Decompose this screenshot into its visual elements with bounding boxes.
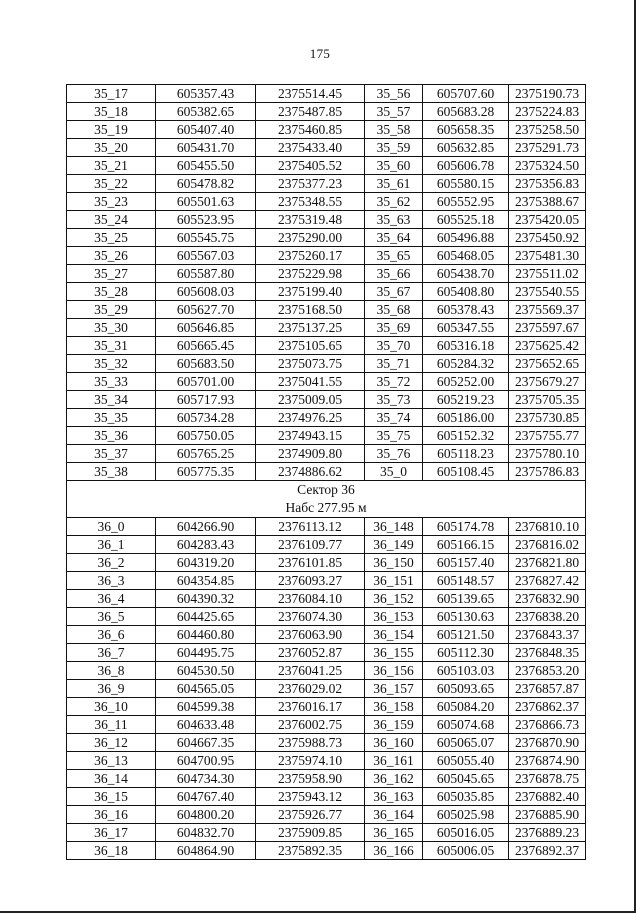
- point-id-cell: 35_21: [67, 157, 156, 175]
- point-id-cell: 36_1: [67, 536, 156, 554]
- y-coordinate-cell: 2375958.90: [256, 770, 365, 788]
- table-row: [67, 716, 586, 734]
- point-id-cell: 36_8: [67, 662, 156, 680]
- y-coordinate-cell: 2376016.17: [256, 698, 365, 716]
- point-id-cell: 35_27: [67, 265, 156, 283]
- y-coordinate-cell: 2375229.98: [256, 265, 365, 283]
- x-coordinate-cell: 604354.85: [156, 572, 256, 590]
- x-coordinate-cell: 605407.40: [156, 121, 256, 139]
- y-coordinate-cell: 2376866.73: [509, 716, 586, 734]
- x-coordinate-cell: 605632.85: [423, 139, 509, 157]
- y-coordinate-cell: 2375258.50: [509, 121, 586, 139]
- point-id-cell: 35_73: [365, 391, 423, 409]
- point-id-cell: 35_76: [365, 445, 423, 463]
- table-row: [67, 770, 586, 788]
- x-coordinate-cell: 605065.07: [423, 734, 509, 752]
- point-id-cell: 35_66: [365, 265, 423, 283]
- point-id-cell: 35_74: [365, 409, 423, 427]
- point-id-cell: 35_64: [365, 229, 423, 247]
- y-coordinate-cell: 2375260.17: [256, 247, 365, 265]
- point-id-cell: 36_154: [365, 626, 423, 644]
- y-coordinate-cell: 2376821.80: [509, 554, 586, 572]
- coordinates-table: [66, 84, 586, 860]
- y-coordinate-cell: 2376052.87: [256, 644, 365, 662]
- x-coordinate-cell: 605765.25: [156, 445, 256, 463]
- y-coordinate-cell: 2375041.55: [256, 373, 365, 391]
- table-row: [67, 608, 586, 626]
- y-coordinate-cell: 2374943.15: [256, 427, 365, 445]
- y-coordinate-cell: 2375168.50: [256, 301, 365, 319]
- point-id-cell: 35_26: [67, 247, 156, 265]
- y-coordinate-cell: 2375625.42: [509, 337, 586, 355]
- x-coordinate-cell: 605112.30: [423, 644, 509, 662]
- point-id-cell: 35_20: [67, 139, 156, 157]
- x-coordinate-cell: 605478.82: [156, 175, 256, 193]
- y-coordinate-cell: 2375786.83: [509, 463, 586, 481]
- x-coordinate-cell: 605775.35: [156, 463, 256, 481]
- x-coordinate-cell: 605045.65: [423, 770, 509, 788]
- y-coordinate-cell: 2376113.12: [256, 518, 365, 536]
- y-coordinate-cell: 2376862.37: [509, 698, 586, 716]
- x-coordinate-cell: 605157.40: [423, 554, 509, 572]
- point-id-cell: 36_159: [365, 716, 423, 734]
- point-id-cell: 35_75: [365, 427, 423, 445]
- y-coordinate-cell: 2375105.65: [256, 337, 365, 355]
- y-coordinate-cell: 2376816.02: [509, 536, 586, 554]
- point-id-cell: 35_0: [365, 463, 423, 481]
- x-coordinate-cell: 604667.35: [156, 734, 256, 752]
- y-coordinate-cell: 2375780.10: [509, 445, 586, 463]
- point-id-cell: 35_65: [365, 247, 423, 265]
- table-row: [67, 662, 586, 680]
- table-row: [67, 554, 586, 572]
- table-row: [67, 824, 586, 842]
- table-row: [67, 734, 586, 752]
- point-id-cell: 36_18: [67, 842, 156, 860]
- x-coordinate-cell: 605707.60: [423, 85, 509, 103]
- y-coordinate-cell: 2375356.83: [509, 175, 586, 193]
- x-coordinate-cell: 604832.70: [156, 824, 256, 842]
- table-row: [67, 427, 586, 445]
- table-row: [67, 121, 586, 139]
- point-id-cell: 35_37: [67, 445, 156, 463]
- x-coordinate-cell: 605139.65: [423, 590, 509, 608]
- y-coordinate-cell: 2374886.62: [256, 463, 365, 481]
- x-coordinate-cell: 604800.20: [156, 806, 256, 824]
- x-coordinate-cell: 604700.95: [156, 752, 256, 770]
- point-id-cell: 36_162: [365, 770, 423, 788]
- x-coordinate-cell: 605025.98: [423, 806, 509, 824]
- point-id-cell: 35_29: [67, 301, 156, 319]
- x-coordinate-cell: 605606.78: [423, 157, 509, 175]
- x-coordinate-cell: 605455.50: [156, 157, 256, 175]
- point-id-cell: 35_61: [365, 175, 423, 193]
- point-id-cell: 36_14: [67, 770, 156, 788]
- y-coordinate-cell: 2376832.90: [509, 590, 586, 608]
- y-coordinate-cell: 2375433.40: [256, 139, 365, 157]
- sector-35-rows: [67, 85, 586, 481]
- point-id-cell: 35_69: [365, 319, 423, 337]
- point-id-cell: 36_11: [67, 716, 156, 734]
- x-coordinate-cell: 605016.05: [423, 824, 509, 842]
- table-row: [67, 337, 586, 355]
- point-id-cell: 35_28: [67, 283, 156, 301]
- point-id-cell: 36_0: [67, 518, 156, 536]
- x-coordinate-cell: 605438.70: [423, 265, 509, 283]
- x-coordinate-cell: 605734.28: [156, 409, 256, 427]
- table-row: [67, 626, 586, 644]
- y-coordinate-cell: 2376878.75: [509, 770, 586, 788]
- y-coordinate-cell: 2375988.73: [256, 734, 365, 752]
- y-coordinate-cell: 2375514.45: [256, 85, 365, 103]
- x-coordinate-cell: 605152.32: [423, 427, 509, 445]
- y-coordinate-cell: 2375009.05: [256, 391, 365, 409]
- x-coordinate-cell: 605627.70: [156, 301, 256, 319]
- table-row: [67, 247, 586, 265]
- point-id-cell: 35_59: [365, 139, 423, 157]
- point-id-cell: 36_6: [67, 626, 156, 644]
- x-coordinate-cell: 605118.23: [423, 445, 509, 463]
- y-coordinate-cell: 2375199.40: [256, 283, 365, 301]
- y-coordinate-cell: 2376848.35: [509, 644, 586, 662]
- point-id-cell: 36_4: [67, 590, 156, 608]
- table-row: [67, 806, 586, 824]
- y-coordinate-cell: 2376885.90: [509, 806, 586, 824]
- x-coordinate-cell: 605646.85: [156, 319, 256, 337]
- table-row: [67, 644, 586, 662]
- y-coordinate-cell: 2376838.20: [509, 608, 586, 626]
- x-coordinate-cell: 605166.15: [423, 536, 509, 554]
- y-coordinate-cell: 2375405.52: [256, 157, 365, 175]
- point-id-cell: 35_25: [67, 229, 156, 247]
- point-id-cell: 36_13: [67, 752, 156, 770]
- y-coordinate-cell: 2376041.25: [256, 662, 365, 680]
- point-id-cell: 36_155: [365, 644, 423, 662]
- x-coordinate-cell: 605219.23: [423, 391, 509, 409]
- x-coordinate-cell: 605357.43: [156, 85, 256, 103]
- table-row: [67, 788, 586, 806]
- x-coordinate-cell: 605186.00: [423, 409, 509, 427]
- y-coordinate-cell: 2375324.50: [509, 157, 586, 175]
- table-row: [67, 842, 586, 860]
- point-id-cell: 35_17: [67, 85, 156, 103]
- y-coordinate-cell: 2376827.42: [509, 572, 586, 590]
- y-coordinate-cell: 2375190.73: [509, 85, 586, 103]
- point-id-cell: 35_68: [365, 301, 423, 319]
- table-row: [67, 445, 586, 463]
- x-coordinate-cell: 604767.40: [156, 788, 256, 806]
- y-coordinate-cell: 2375290.00: [256, 229, 365, 247]
- table-row: [67, 680, 586, 698]
- point-id-cell: 35_72: [365, 373, 423, 391]
- table-row: [67, 698, 586, 716]
- x-coordinate-cell: 604425.65: [156, 608, 256, 626]
- x-coordinate-cell: 604460.80: [156, 626, 256, 644]
- x-coordinate-cell: 605701.00: [156, 373, 256, 391]
- point-id-cell: 35_57: [365, 103, 423, 121]
- sector-heading-cell: [67, 481, 586, 518]
- y-coordinate-cell: 2375291.73: [509, 139, 586, 157]
- y-coordinate-cell: 2375319.48: [256, 211, 365, 229]
- point-id-cell: 35_30: [67, 319, 156, 337]
- y-coordinate-cell: 2376074.30: [256, 608, 365, 626]
- y-coordinate-cell: 2375137.25: [256, 319, 365, 337]
- page-number: 175: [309, 46, 331, 61]
- y-coordinate-cell: 2375974.10: [256, 752, 365, 770]
- x-coordinate-cell: 605468.05: [423, 247, 509, 265]
- point-id-cell: 36_16: [67, 806, 156, 824]
- x-coordinate-cell: 605750.05: [156, 427, 256, 445]
- point-id-cell: 35_62: [365, 193, 423, 211]
- y-coordinate-cell: 2375420.05: [509, 211, 586, 229]
- y-coordinate-cell: 2375487.85: [256, 103, 365, 121]
- y-coordinate-cell: 2376084.10: [256, 590, 365, 608]
- table-row: [67, 536, 586, 554]
- y-coordinate-cell: 2375481.30: [509, 247, 586, 265]
- point-id-cell: 36_149: [365, 536, 423, 554]
- y-coordinate-cell: 2375224.83: [509, 103, 586, 121]
- x-coordinate-cell: 605501.63: [156, 193, 256, 211]
- x-coordinate-cell: 605665.45: [156, 337, 256, 355]
- x-coordinate-cell: 605683.50: [156, 355, 256, 373]
- table-row: [67, 85, 586, 103]
- y-coordinate-cell: 2376889.23: [509, 824, 586, 842]
- point-id-cell: 35_18: [67, 103, 156, 121]
- point-id-cell: 35_63: [365, 211, 423, 229]
- y-coordinate-cell: 2376029.02: [256, 680, 365, 698]
- y-coordinate-cell: 2375348.55: [256, 193, 365, 211]
- x-coordinate-cell: 605252.00: [423, 373, 509, 391]
- y-coordinate-cell: 2376843.37: [509, 626, 586, 644]
- x-coordinate-cell: 604319.20: [156, 554, 256, 572]
- table-row: [67, 103, 586, 121]
- point-id-cell: 35_23: [67, 193, 156, 211]
- y-coordinate-cell: 2375705.35: [509, 391, 586, 409]
- point-id-cell: 36_157: [365, 680, 423, 698]
- x-coordinate-cell: 605525.18: [423, 211, 509, 229]
- x-coordinate-cell: 605074.68: [423, 716, 509, 734]
- y-coordinate-cell: 2375909.85: [256, 824, 365, 842]
- x-coordinate-cell: 604530.50: [156, 662, 256, 680]
- point-id-cell: 36_151: [365, 572, 423, 590]
- table-row: [67, 391, 586, 409]
- y-coordinate-cell: 2375569.37: [509, 301, 586, 319]
- point-id-cell: 36_17: [67, 824, 156, 842]
- table-row: [67, 229, 586, 247]
- x-coordinate-cell: 605567.03: [156, 247, 256, 265]
- x-coordinate-cell: 605552.95: [423, 193, 509, 211]
- x-coordinate-cell: 605121.50: [423, 626, 509, 644]
- y-coordinate-cell: 2374909.80: [256, 445, 365, 463]
- x-coordinate-cell: 605496.88: [423, 229, 509, 247]
- x-coordinate-cell: 605382.65: [156, 103, 256, 121]
- y-coordinate-cell: 2375460.85: [256, 121, 365, 139]
- table-row: [67, 355, 586, 373]
- point-id-cell: 36_3: [67, 572, 156, 590]
- table-row: [67, 193, 586, 211]
- x-coordinate-cell: 605103.03: [423, 662, 509, 680]
- point-id-cell: 35_33: [67, 373, 156, 391]
- y-coordinate-cell: 2375450.92: [509, 229, 586, 247]
- x-coordinate-cell: 605580.15: [423, 175, 509, 193]
- point-id-cell: 35_22: [67, 175, 156, 193]
- table-row: [67, 463, 586, 481]
- point-id-cell: 36_160: [365, 734, 423, 752]
- x-coordinate-cell: 605587.80: [156, 265, 256, 283]
- point-id-cell: 35_67: [365, 283, 423, 301]
- y-coordinate-cell: 2375377.23: [256, 175, 365, 193]
- x-coordinate-cell: 605108.45: [423, 463, 509, 481]
- y-coordinate-cell: 2375073.75: [256, 355, 365, 373]
- x-coordinate-cell: 604599.38: [156, 698, 256, 716]
- point-id-cell: 35_32: [67, 355, 156, 373]
- point-id-cell: 36_148: [365, 518, 423, 536]
- point-id-cell: 35_70: [365, 337, 423, 355]
- table-row: [67, 283, 586, 301]
- table-row: [67, 211, 586, 229]
- point-id-cell: 36_161: [365, 752, 423, 770]
- x-coordinate-cell: 605608.03: [156, 283, 256, 301]
- table-row: [67, 752, 586, 770]
- point-id-cell: 36_10: [67, 698, 156, 716]
- y-coordinate-cell: 2375679.27: [509, 373, 586, 391]
- point-id-cell: 35_38: [67, 463, 156, 481]
- y-coordinate-cell: 2376892.37: [509, 842, 586, 860]
- point-id-cell: 36_152: [365, 590, 423, 608]
- point-id-cell: 36_150: [365, 554, 423, 572]
- table-row: [67, 319, 586, 337]
- x-coordinate-cell: 605130.63: [423, 608, 509, 626]
- x-coordinate-cell: 605523.95: [156, 211, 256, 229]
- x-coordinate-cell: 605408.80: [423, 283, 509, 301]
- x-coordinate-cell: 605316.18: [423, 337, 509, 355]
- x-coordinate-cell: 604565.05: [156, 680, 256, 698]
- table-row: [67, 175, 586, 193]
- point-id-cell: 35_19: [67, 121, 156, 139]
- x-coordinate-cell: 605658.35: [423, 121, 509, 139]
- table-row: [67, 373, 586, 391]
- y-coordinate-cell: 2375540.55: [509, 283, 586, 301]
- y-coordinate-cell: 2375652.65: [509, 355, 586, 373]
- point-id-cell: 36_165: [365, 824, 423, 842]
- y-coordinate-cell: 2375730.85: [509, 409, 586, 427]
- x-coordinate-cell: 605006.05: [423, 842, 509, 860]
- x-coordinate-cell: 605683.28: [423, 103, 509, 121]
- x-coordinate-cell: 604266.90: [156, 518, 256, 536]
- x-coordinate-cell: 604864.90: [156, 842, 256, 860]
- x-coordinate-cell: 604495.75: [156, 644, 256, 662]
- point-id-cell: 35_24: [67, 211, 156, 229]
- point-id-cell: 36_7: [67, 644, 156, 662]
- x-coordinate-cell: 604633.48: [156, 716, 256, 734]
- point-id-cell: 36_5: [67, 608, 156, 626]
- sector-heading-row: [67, 481, 586, 518]
- sector-36-rows: [67, 518, 586, 860]
- point-id-cell: 36_153: [365, 608, 423, 626]
- point-id-cell: 35_36: [67, 427, 156, 445]
- table-row: [67, 265, 586, 283]
- x-coordinate-cell: 605093.65: [423, 680, 509, 698]
- point-id-cell: 35_56: [365, 85, 423, 103]
- x-coordinate-cell: 605347.55: [423, 319, 509, 337]
- y-coordinate-cell: 2376109.77: [256, 536, 365, 554]
- x-coordinate-cell: 605284.32: [423, 355, 509, 373]
- table-row: [67, 157, 586, 175]
- y-coordinate-cell: 2375926.77: [256, 806, 365, 824]
- point-id-cell: 36_12: [67, 734, 156, 752]
- x-coordinate-cell: 604390.32: [156, 590, 256, 608]
- point-id-cell: 36_15: [67, 788, 156, 806]
- sector-title: Сектор 36: [297, 482, 355, 497]
- table-row: [67, 518, 586, 536]
- x-coordinate-cell: 605035.85: [423, 788, 509, 806]
- y-coordinate-cell: 2376101.85: [256, 554, 365, 572]
- point-id-cell: 35_60: [365, 157, 423, 175]
- y-coordinate-cell: 2376853.20: [509, 662, 586, 680]
- table-row: [67, 590, 586, 608]
- point-id-cell: 35_71: [365, 355, 423, 373]
- point-id-cell: 35_34: [67, 391, 156, 409]
- y-coordinate-cell: 2376870.90: [509, 734, 586, 752]
- sector-header: [67, 481, 586, 518]
- x-coordinate-cell: 604734.30: [156, 770, 256, 788]
- point-id-cell: 36_158: [365, 698, 423, 716]
- point-id-cell: 36_2: [67, 554, 156, 572]
- y-coordinate-cell: 2375511.02: [509, 265, 586, 283]
- table-row: [67, 301, 586, 319]
- table-row: [67, 572, 586, 590]
- point-id-cell: 35_58: [365, 121, 423, 139]
- x-coordinate-cell: 605378.43: [423, 301, 509, 319]
- x-coordinate-cell: 605084.20: [423, 698, 509, 716]
- y-coordinate-cell: 2375388.67: [509, 193, 586, 211]
- point-id-cell: 35_31: [67, 337, 156, 355]
- point-id-cell: 36_163: [365, 788, 423, 806]
- point-id-cell: 36_164: [365, 806, 423, 824]
- y-coordinate-cell: 2376810.10: [509, 518, 586, 536]
- point-id-cell: 36_156: [365, 662, 423, 680]
- point-id-cell: 36_9: [67, 680, 156, 698]
- x-coordinate-cell: 604283.43: [156, 536, 256, 554]
- y-coordinate-cell: 2376882.40: [509, 788, 586, 806]
- y-coordinate-cell: 2376063.90: [256, 626, 365, 644]
- y-coordinate-cell: 2376857.87: [509, 680, 586, 698]
- y-coordinate-cell: 2375892.35: [256, 842, 365, 860]
- y-coordinate-cell: 2375943.12: [256, 788, 365, 806]
- point-id-cell: 35_35: [67, 409, 156, 427]
- x-coordinate-cell: 605055.40: [423, 752, 509, 770]
- x-coordinate-cell: 605174.78: [423, 518, 509, 536]
- y-coordinate-cell: 2376874.90: [509, 752, 586, 770]
- x-coordinate-cell: 605545.75: [156, 229, 256, 247]
- y-coordinate-cell: 2376093.27: [256, 572, 365, 590]
- sector-elevation: Набс 277.95 м: [285, 500, 367, 515]
- y-coordinate-cell: 2376002.75: [256, 716, 365, 734]
- y-coordinate-cell: 2375597.67: [509, 319, 586, 337]
- x-coordinate-cell: 605431.70: [156, 139, 256, 157]
- y-coordinate-cell: 2374976.25: [256, 409, 365, 427]
- point-id-cell: 36_166: [365, 842, 423, 860]
- x-coordinate-cell: 605717.93: [156, 391, 256, 409]
- x-coordinate-cell: 605148.57: [423, 572, 509, 590]
- table-row: [67, 139, 586, 157]
- y-coordinate-cell: 2375755.77: [509, 427, 586, 445]
- table-row: [67, 409, 586, 427]
